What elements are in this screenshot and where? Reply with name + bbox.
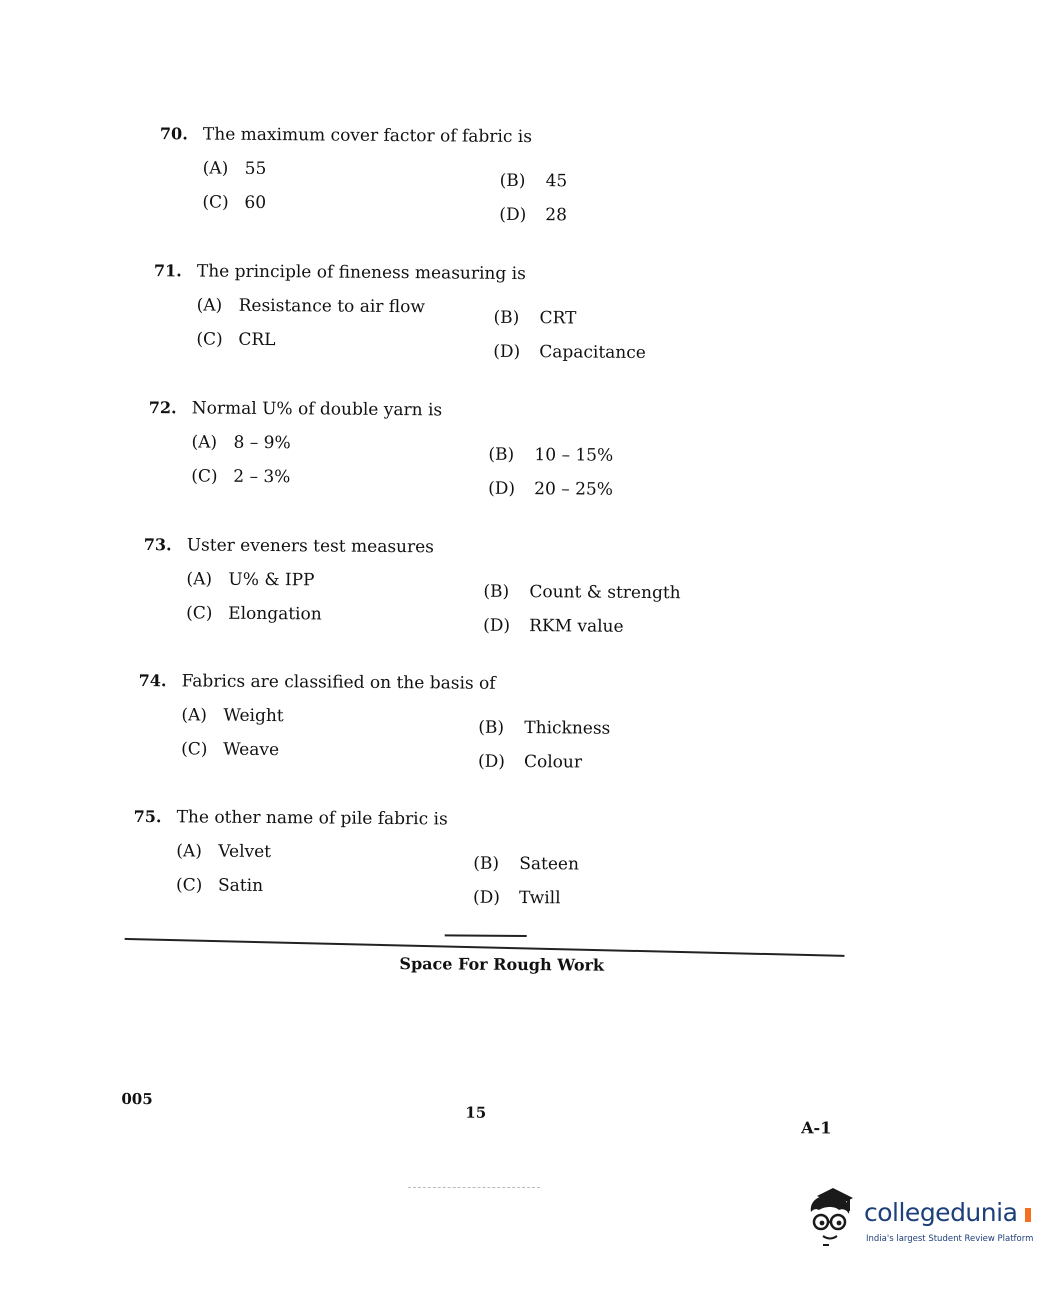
option-text: Colour	[523, 752, 583, 773]
option-a	[181, 705, 283, 726]
option-text: CRL	[238, 329, 276, 351]
option-c	[191, 466, 290, 487]
option-letter: (D)	[483, 615, 511, 636]
option-text: 10 – 15%	[534, 445, 614, 466]
option-letter: (B)	[473, 853, 500, 874]
option-text: 60	[244, 192, 267, 213]
question-number: 70.	[159, 124, 188, 144]
option-text: Sateen	[519, 854, 580, 875]
option-letter: (C)	[181, 739, 208, 760]
option-letter: (B)	[493, 307, 520, 328]
option-letter: (A)	[196, 295, 223, 316]
option-text: Twill	[518, 888, 561, 909]
option-text: Satin	[217, 875, 264, 896]
question-70	[159, 124, 920, 240]
option-letter: (C)	[202, 192, 229, 213]
option-a	[197, 295, 426, 317]
option-letter: (A)	[176, 841, 202, 862]
question-number: 72.	[148, 398, 177, 418]
option-letter: (A)	[186, 569, 213, 590]
rough-work-label: Space For Rough Work	[399, 954, 605, 975]
option-text: RKM value	[529, 616, 624, 637]
option-letter: (B)	[488, 444, 515, 465]
option-b	[478, 718, 610, 739]
option-b	[500, 171, 568, 192]
option-c	[186, 603, 322, 624]
option-a	[191, 432, 290, 453]
option-text: Count & strength	[529, 582, 681, 604]
option-c	[176, 875, 263, 896]
option-text: Resistance to air flow	[238, 295, 426, 318]
option-letter: (B)	[499, 170, 526, 192]
option-letter: (D)	[472, 887, 500, 908]
question-stem: Normal U% of double yarn is	[191, 398, 443, 421]
option-text: CRT	[539, 308, 577, 329]
option-letter: (B)	[478, 717, 505, 738]
question-stem: The other name of pile fabric is	[176, 807, 448, 830]
question-72	[148, 398, 909, 514]
question-number: 74.	[138, 671, 167, 691]
option-text: Elongation	[228, 603, 322, 625]
option-text: 8 – 9%	[233, 432, 291, 454]
question-stem: The maximum cover factor of fabric is	[202, 124, 533, 148]
mascot-icon	[803, 1186, 861, 1250]
option-letter: (D)	[493, 341, 521, 362]
logo-tagline: India's largest Student Review Platform	[866, 1234, 1034, 1244]
option-a	[203, 158, 267, 178]
question-75	[133, 807, 894, 923]
question-73	[143, 535, 904, 651]
logo-domain-badge	[1025, 1208, 1031, 1222]
footer-booklet-code: 005	[121, 1089, 153, 1109]
question-number: 75.	[133, 806, 162, 827]
option-letter: (A)	[181, 705, 208, 726]
option-b	[493, 308, 576, 329]
option-text: 45	[545, 171, 568, 192]
option-d	[493, 342, 646, 363]
option-c	[196, 329, 275, 350]
option-d	[473, 888, 561, 909]
option-letter: (D)	[499, 204, 527, 226]
option-d	[478, 752, 582, 773]
logo-wordmark: collegedunia	[864, 1198, 1018, 1227]
question-number: 71.	[153, 261, 182, 281]
option-letter: (C)	[175, 875, 203, 896]
option-letter: (A)	[191, 432, 218, 453]
option-d	[483, 616, 624, 637]
footer-set-code: A-1	[801, 1118, 832, 1138]
option-text: Weave	[223, 739, 280, 761]
question-stem: Uster eveners test measures	[186, 535, 435, 558]
question-number: 73.	[143, 535, 172, 555]
option-c	[202, 192, 266, 212]
option-text: Velvet	[218, 841, 272, 863]
option-text: Thickness	[524, 718, 611, 739]
option-a	[186, 569, 314, 590]
option-text: 28	[545, 205, 568, 226]
collegedunia-logo	[803, 1186, 1033, 1256]
option-letter: (D)	[477, 751, 506, 772]
option-letter: (A)	[202, 158, 229, 179]
option-b	[488, 445, 613, 466]
option-letter: (D)	[488, 478, 516, 499]
option-text: 55	[244, 158, 267, 179]
question-stem: The principle of fineness measuring is	[196, 261, 526, 285]
option-text: Capacitance	[539, 342, 646, 363]
question-71	[153, 261, 914, 377]
question-74	[138, 671, 899, 787]
option-letter: (C)	[196, 329, 223, 350]
option-text: 20 – 25%	[534, 479, 614, 500]
option-d	[488, 479, 613, 500]
option-letter: (C)	[186, 603, 213, 624]
option-d	[499, 205, 567, 226]
option-text: 2 – 3%	[233, 466, 291, 488]
scan-artifact-line	[408, 1187, 540, 1188]
footer-page-number: 15	[465, 1103, 487, 1122]
option-text: Weight	[223, 705, 284, 727]
option-letter: (B)	[483, 581, 510, 602]
end-of-questions-rule	[445, 934, 527, 937]
question-stem: Fabrics are classified on the basis of	[181, 671, 496, 694]
option-text: U% & IPP	[228, 569, 315, 591]
option-a	[176, 841, 271, 862]
option-b	[473, 854, 579, 875]
option-b	[483, 582, 680, 604]
option-c	[181, 739, 279, 760]
option-letter: (C)	[191, 466, 218, 487]
